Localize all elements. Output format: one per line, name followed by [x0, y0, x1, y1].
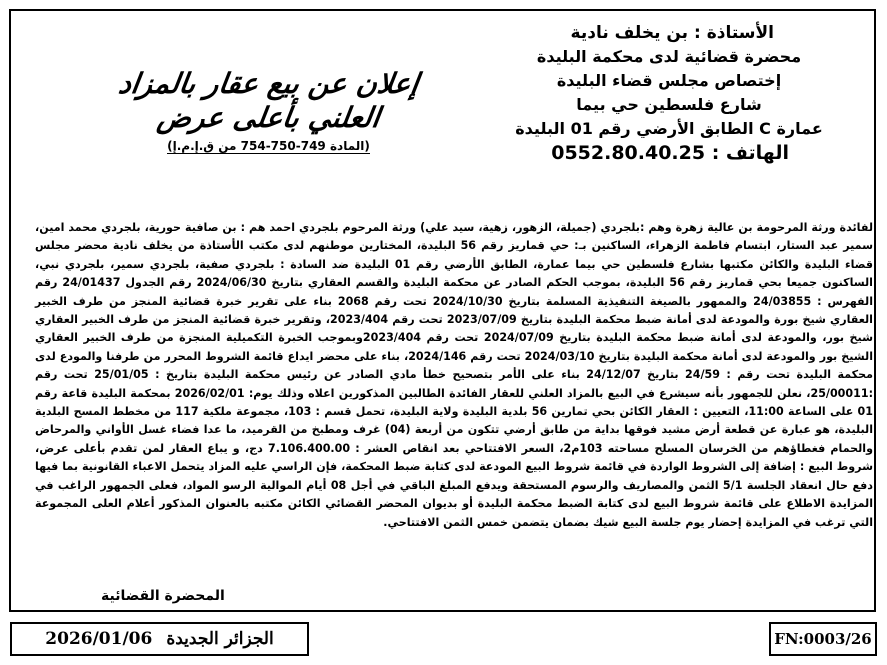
newspaper-footer: [10, 622, 309, 656]
bailiff-header: [504, 21, 834, 165]
signature: المحضرة القضائية: [101, 588, 225, 604]
announcement-body: لفائدة ورثة المرحومة بن عالية زهرة وهم :بلجردي (جميلة، الزهور، زهية، سيد علي) ورثة المرحوم بلجردي احمد هم : بن صافية حورية، بلجردي محمد امين، سمير عبد الستار، ابتسام فاطمة الزهراء، الساكنين بـ: حي قماريز رقم 56 البليدة، المختارين موطنهم لدى مكتب الأستاذة من يخلف نادية محضر مجلس قضاء البليدة والكائن مكتبها بشارع فلسطين حي بيما عمارة، الطابق الأرضي رقم 01 البليدة ضد السادة : بلجردي صفية، بلجردي سمير، بلجردي نبي، الساكنون جميعا بحي قماريز رقم 56 البليدة، بموجب الحكم الصادر عن محكمة البليدة والقسم العقاري بتاريخ 2024/06/30 رقم الجدول 24/01437 رقم الفهرس : 24/03855 والممهور بالصيغة التنفيذية المسلمة بتاريخ 2024/10/30 تحت رقم 2068 بناء على تقرير خبرة قضائية المنجز من طرف الخبير العقاري شيخ بورة والمودعة لدى أمانة ضبط محكمة البليدة بتاريخ 2023/07/09 تحت رقم 2023/404، وتقرير خبرة قضائية المنجز من طرف الخبير العقاري شيخ بور، والمودعة لدى أمانة ضبط محكمة البليدة بتاريخ 2024/07/09 تحت رقم 2023/404وبموجب الخبرة التكميلية المنجزة من طرف الخبير العقاري الشيخ بور والمودعة لدى أمانة محكمة البليدة بتاريخ 2024/03/10 تحت رقم 2024/146، بناء على محضر ايداع قائمة الشروط المحرر من طرفنا والمودع لدى محكمة البليدة تحت رقم : 24/59 بتاريخ 24/12/07 بناء على الأمر بتصحيح خطأ مادي الصادر عن رئيس محكمة البليدة بتاريخ : 25/01/05 تحت رقم :25/00011، نعلن للجمهور بأنه سيشرع في البيع بالمزاد العلني للعقار الفائدة الطالبين المذكورين اعلاه وذلك يوم: 2026/02/01 بمحكمة البليدة قاعة رقم 01 على الساعة 11:00، التعيين : العقار الكائن بحي تمارين 56 بلدية البليدة ولاية البليدة، تحمل قسم : 103، مجموعة ملكية 117 من مخطط المسح البلدية البليدة، هو عبارة عن قطعة أرض مشيد فوقها بداية من طابق أرضي تتكون من أربعة (04) غرف ومطبخ من القرميد، ما عدا فضاء غسل الأواني والمرحاض والحمام فغطاؤهم من الخرسان المسلح مساحته 103م2، السعر الافتتاحي بعد انقاص العشر : 7.106.400.00 دج، و يباع العقار لمن تقدم بأعلى عرض، شروط البيع : إضافة إلى الشروط الواردة في قائمة شروط البيع المودعة لدى كتابة ضبط المحكمة، فإن الراسي عليه المزاد يتحمل الاعباء القانونية بما فيها دفع حال انعقاد الجلسة 5/1 الثمن والمصاريف والرسوم المستحقة ويدفع المبلغ الباقي في أجل 08 أيام الموالية الرسو المواد، فعلى الجمهور الراغب في المزايدة الاطلاع على قائمة شروط البيع لدى كتابة الضبط محكمة البليدة أو بديوان المحضر القضائي الكائن مكتبه بالعنوان المذكور أعلام العلى المجموعة التي ترغب في المزايدة إحضار يوم جلسة البيع شيك بضمان يتضمن خمس الثمن الافتتاحي.: [35, 221, 874, 529]
announcement-heading: [106, 67, 431, 154]
bailiff-name: الأستاذة : بن يخلف نادية: [570, 23, 774, 43]
bailiff-office: محضرة قضائية لدى محكمة البليدة: [536, 47, 802, 66]
reference-number: FN:0003/26: [774, 630, 872, 648]
announcement-title-line2: العلني بأعلى عرض: [155, 101, 382, 134]
bailiff-jurisdiction: إختصاص مجلس قضاء البليدة: [556, 71, 782, 90]
reference-box: [769, 622, 877, 656]
article-reference: (المادة 749-750-754 من ق.إ.م.إ): [167, 139, 370, 153]
newspaper-name: الجزائر الجديدة: [166, 629, 274, 649]
announcement-title-line1: إعلان عن بيع عقار بالمزاد: [116, 67, 421, 100]
bailiff-phone: الهاتف : 0552.80.40.25: [551, 142, 789, 164]
bailiff-street: شارع فلسطين حي بيما: [576, 95, 762, 114]
bailiff-building: عمارة C الطابق الأرضي رقم 01 البليدة: [515, 119, 823, 138]
announcement-frame: [9, 9, 876, 612]
footer-date: 2026/01/06: [45, 629, 153, 649]
